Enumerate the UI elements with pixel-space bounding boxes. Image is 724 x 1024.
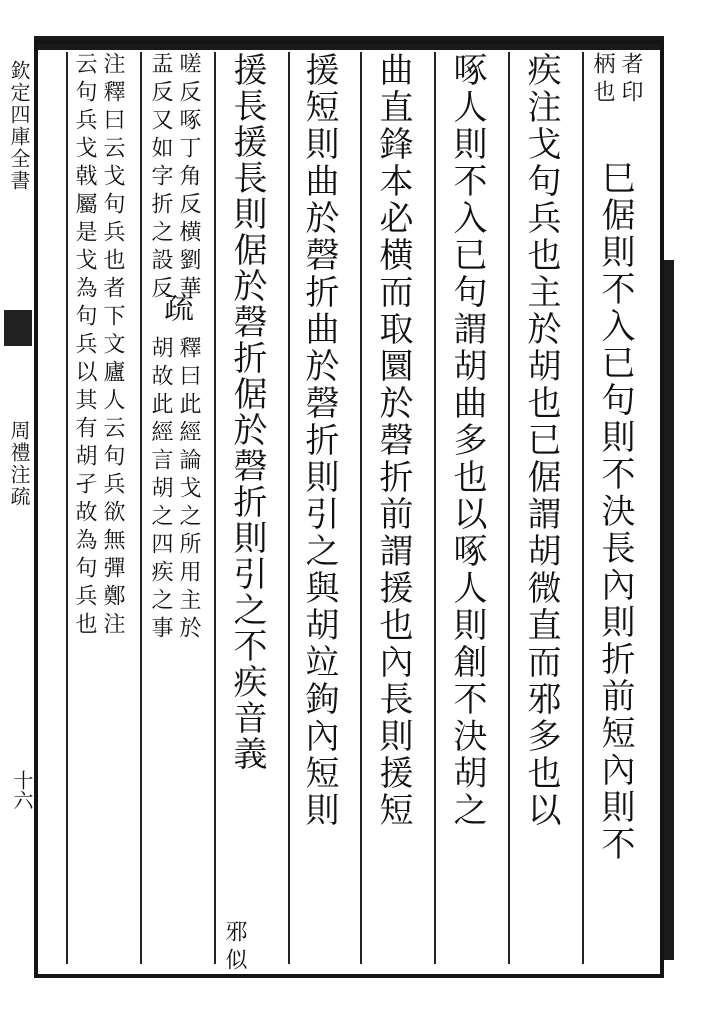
column-7-tail — [148, 336, 200, 644]
annotation-left-line: 胡故此經言胡之四疾之事 — [148, 336, 173, 644]
column-5-text: 援短則曲於磬折曲於磬折則引之與胡竝鉤內短則 — [299, 52, 339, 829]
column-1-prefix — [590, 52, 642, 108]
annotation-right-line: 嗟反啄丁角反横劉華 — [176, 52, 201, 304]
column-4-text: 曲直鋒本必横而取圜於磬折前謂援也內長則援短 — [373, 52, 413, 829]
annotation-right-line: 注釋曰云戈句兵也者下文廬人云句兵欲無彈鄭注 — [100, 52, 125, 640]
right-edge-bar — [664, 260, 674, 960]
column-6-suffix — [222, 920, 246, 976]
column-8-annotation — [72, 52, 124, 640]
annotation-small: 邪似 — [222, 920, 247, 976]
column-rule — [140, 52, 142, 964]
column-2-text: 疾注戈句兵也主於胡也已倨謂胡微直而邪多也以 — [521, 52, 561, 829]
column-3-text: 啄人則不入已句謂胡曲多也以啄人則創不決胡之 — [447, 52, 487, 829]
column-rule — [582, 52, 584, 964]
fish-tail-mark — [4, 310, 32, 346]
page-frame — [34, 40, 664, 978]
annotation-left-line: 盂反又如字折之設反 — [148, 52, 173, 304]
annotation-small: 柄也 — [590, 52, 615, 108]
column-7-annotation — [148, 52, 200, 304]
column-rule — [508, 52, 510, 964]
column-rule — [288, 52, 290, 964]
page-number: 十六 — [10, 770, 34, 810]
annotation-left-line: 云句兵戈戟屬是戈為句兵以其有胡孑故為句兵也 — [72, 52, 97, 640]
column-rule — [214, 52, 216, 964]
column-rule — [360, 52, 362, 964]
annotation-right-line: 釋曰此經論戈之所用主於 — [176, 336, 201, 644]
column-rule — [434, 52, 436, 964]
annotation-small: 者印 — [618, 52, 643, 108]
book-title: 欽定四庫全書 — [7, 60, 31, 192]
column-rule — [66, 52, 68, 964]
shu-marker: 疏 — [158, 292, 193, 325]
section-title: 周禮注疏 — [7, 420, 31, 508]
column-6-text: 援長援長則倨於磬折倨於磬折則引之不疾音義 — [227, 52, 267, 772]
column-1-text: 巳倨則不入已句則不決長內則折前短內則不 — [595, 160, 635, 863]
